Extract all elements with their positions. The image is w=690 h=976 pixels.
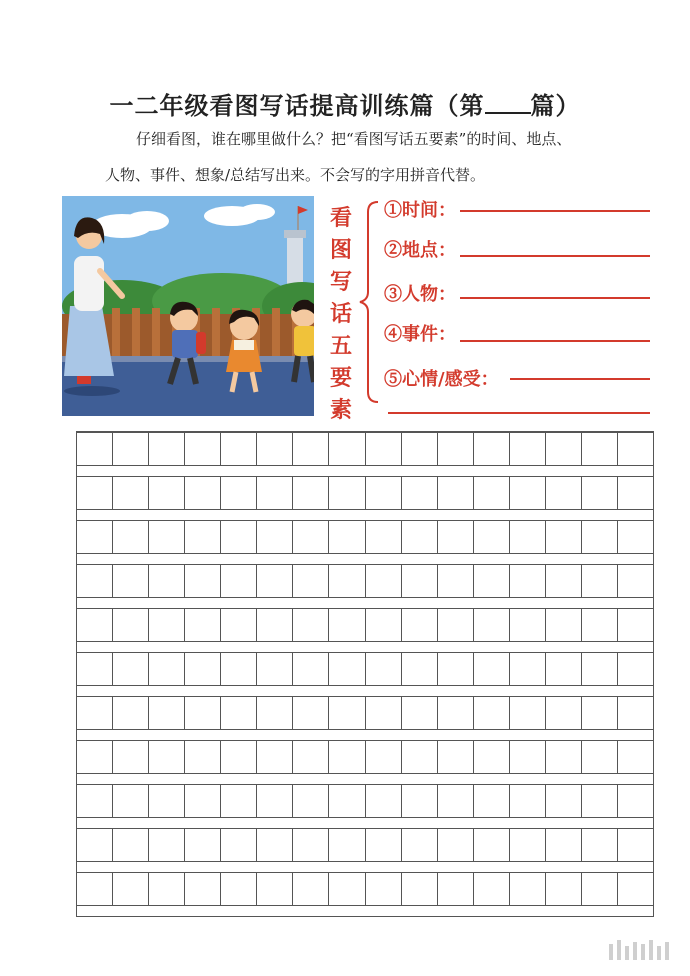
grid-cell[interactable] bbox=[149, 565, 185, 597]
grid-cell[interactable] bbox=[510, 653, 546, 685]
element-time-line[interactable] bbox=[460, 210, 650, 212]
grid-cell[interactable] bbox=[510, 829, 546, 861]
grid-cell[interactable] bbox=[185, 565, 221, 597]
grid-cell[interactable] bbox=[329, 521, 365, 553]
grid-cell[interactable] bbox=[510, 433, 546, 465]
grid-cell[interactable] bbox=[293, 433, 329, 465]
title-char: 要 bbox=[329, 365, 352, 391]
grid-row bbox=[77, 476, 653, 510]
element-place-label: ②地点： bbox=[384, 240, 456, 261]
element-place-line[interactable] bbox=[460, 255, 650, 257]
grid-cell[interactable] bbox=[366, 741, 402, 773]
page-title: 一二年级看图写话提高训练篇（第 篇） bbox=[109, 92, 581, 120]
grid-cell[interactable] bbox=[618, 697, 653, 729]
grid-cell[interactable] bbox=[366, 829, 402, 861]
grid-cell[interactable] bbox=[582, 521, 618, 553]
grid-cell[interactable] bbox=[582, 565, 618, 597]
grid-cell[interactable] bbox=[113, 521, 149, 553]
grid-cell[interactable] bbox=[293, 477, 329, 509]
grid-cell[interactable] bbox=[438, 741, 474, 773]
grid-cell[interactable] bbox=[546, 565, 582, 597]
grid-cell[interactable] bbox=[329, 741, 365, 773]
grid-cell[interactable] bbox=[510, 565, 546, 597]
grid-cell[interactable] bbox=[438, 477, 474, 509]
element-people-line[interactable] bbox=[460, 297, 650, 299]
grid-cell[interactable] bbox=[185, 697, 221, 729]
grid-cell[interactable] bbox=[582, 433, 618, 465]
grid-cell[interactable] bbox=[185, 477, 221, 509]
element-feeling-label: ⑤心情/感受： bbox=[384, 369, 499, 390]
grid-cell[interactable] bbox=[185, 521, 221, 553]
grid-cell[interactable] bbox=[221, 433, 257, 465]
grid-cell[interactable] bbox=[329, 873, 365, 905]
grid-cell[interactable] bbox=[257, 741, 293, 773]
grid-cell[interactable] bbox=[474, 477, 510, 509]
grid-cell[interactable] bbox=[582, 477, 618, 509]
grid-cell[interactable] bbox=[149, 741, 185, 773]
grid-cell[interactable] bbox=[221, 785, 257, 817]
grid-cell[interactable] bbox=[221, 477, 257, 509]
grid-cell[interactable] bbox=[329, 653, 365, 685]
grid-cell[interactable] bbox=[474, 653, 510, 685]
grid-cell[interactable] bbox=[402, 873, 438, 905]
grid-cell[interactable] bbox=[113, 785, 149, 817]
grid-cell[interactable] bbox=[149, 697, 185, 729]
grid-cell[interactable] bbox=[618, 477, 653, 509]
grid-cell[interactable] bbox=[329, 785, 365, 817]
grid-cell[interactable] bbox=[113, 565, 149, 597]
grid-cell[interactable] bbox=[77, 521, 113, 553]
grid-cell[interactable] bbox=[329, 477, 365, 509]
title-char: 看 bbox=[329, 205, 352, 231]
grid-cell[interactable] bbox=[113, 741, 149, 773]
grid-cell[interactable] bbox=[510, 741, 546, 773]
element-people-label: ③人物： bbox=[384, 284, 456, 305]
grid-cell[interactable] bbox=[402, 433, 438, 465]
grid-row bbox=[77, 432, 653, 466]
title-char: 五 bbox=[329, 333, 352, 359]
grid-cell[interactable] bbox=[77, 829, 113, 861]
grid-cell[interactable] bbox=[149, 609, 185, 641]
grid-cell[interactable] bbox=[366, 477, 402, 509]
grid-cell[interactable] bbox=[221, 873, 257, 905]
grid-cell[interactable] bbox=[185, 829, 221, 861]
grid-row bbox=[77, 652, 653, 686]
element-time-label: ①时间： bbox=[384, 200, 456, 221]
grid-cell[interactable] bbox=[510, 697, 546, 729]
grid-cell[interactable] bbox=[618, 785, 653, 817]
grid-cell[interactable] bbox=[402, 829, 438, 861]
grid-cell[interactable] bbox=[293, 829, 329, 861]
grid-cell[interactable] bbox=[185, 653, 221, 685]
grid-row bbox=[77, 828, 653, 862]
grid-cell[interactable] bbox=[438, 697, 474, 729]
grid-cell[interactable] bbox=[366, 433, 402, 465]
grid-cell[interactable] bbox=[113, 433, 149, 465]
grid-cell[interactable] bbox=[149, 477, 185, 509]
element-feeling-line-2[interactable] bbox=[388, 412, 650, 414]
grid-cell[interactable] bbox=[113, 477, 149, 509]
grid-cell[interactable] bbox=[366, 609, 402, 641]
grid-cell[interactable] bbox=[293, 873, 329, 905]
grid-cell[interactable] bbox=[546, 653, 582, 685]
title-char: 写 bbox=[329, 269, 352, 295]
grid-cell[interactable] bbox=[257, 477, 293, 509]
grid-cell[interactable] bbox=[257, 521, 293, 553]
grid-cell[interactable] bbox=[618, 433, 653, 465]
grid-cell[interactable] bbox=[438, 609, 474, 641]
grid-cell[interactable] bbox=[438, 873, 474, 905]
grid-cell[interactable] bbox=[293, 565, 329, 597]
grid-cell[interactable] bbox=[257, 697, 293, 729]
grid-cell[interactable] bbox=[221, 653, 257, 685]
grid-cell[interactable] bbox=[293, 785, 329, 817]
title-char: 话 bbox=[329, 301, 352, 327]
grid-cell[interactable] bbox=[546, 433, 582, 465]
grid-cell[interactable] bbox=[582, 873, 618, 905]
grid-cell[interactable] bbox=[113, 697, 149, 729]
instruction-line-2: 人物、事件、想象/总结写出来。不会写的字用拼音代替。 bbox=[105, 166, 486, 184]
grid-cell[interactable] bbox=[77, 873, 113, 905]
grid-cell[interactable] bbox=[546, 697, 582, 729]
grid-cell[interactable] bbox=[113, 829, 149, 861]
grid-cell[interactable] bbox=[221, 609, 257, 641]
grid-cell[interactable] bbox=[582, 829, 618, 861]
grid-cell[interactable] bbox=[149, 653, 185, 685]
grid-cell[interactable] bbox=[546, 785, 582, 817]
grid-cell[interactable] bbox=[510, 785, 546, 817]
grid-cell[interactable] bbox=[293, 697, 329, 729]
grid-cell[interactable] bbox=[366, 653, 402, 685]
grid-cell[interactable] bbox=[582, 609, 618, 641]
grid-cell[interactable] bbox=[402, 477, 438, 509]
grid-cell[interactable] bbox=[113, 873, 149, 905]
grid-cell[interactable] bbox=[546, 477, 582, 509]
grid-cell[interactable] bbox=[582, 785, 618, 817]
grid-cell[interactable] bbox=[77, 477, 113, 509]
grid-cell[interactable] bbox=[438, 785, 474, 817]
grid-cell[interactable] bbox=[474, 433, 510, 465]
grid-cell[interactable] bbox=[221, 741, 257, 773]
writing-grid bbox=[76, 431, 654, 917]
grid-cell[interactable] bbox=[474, 741, 510, 773]
grid-cell[interactable] bbox=[329, 697, 365, 729]
grid-cell[interactable] bbox=[510, 873, 546, 905]
grid-cell[interactable] bbox=[618, 873, 653, 905]
grid-cell[interactable] bbox=[366, 521, 402, 553]
grid-cell[interactable] bbox=[257, 653, 293, 685]
article-number-blank[interactable] bbox=[485, 94, 531, 114]
grid-cell[interactable] bbox=[257, 433, 293, 465]
grid-cell[interactable] bbox=[257, 873, 293, 905]
grid-cell[interactable] bbox=[402, 521, 438, 553]
grid-cell[interactable] bbox=[185, 873, 221, 905]
grid-cell[interactable] bbox=[546, 521, 582, 553]
grid-cell[interactable] bbox=[510, 477, 546, 509]
grid-cell[interactable] bbox=[546, 609, 582, 641]
grid-cell[interactable] bbox=[582, 697, 618, 729]
grid-cell[interactable] bbox=[77, 433, 113, 465]
grid-cell[interactable] bbox=[77, 697, 113, 729]
grid-cell[interactable] bbox=[77, 785, 113, 817]
grid-cell[interactable] bbox=[582, 741, 618, 773]
grid-row bbox=[77, 872, 653, 906]
grid-cell[interactable] bbox=[293, 741, 329, 773]
grid-cell[interactable] bbox=[293, 521, 329, 553]
title-char: 素 bbox=[329, 397, 352, 423]
grid-cell[interactable] bbox=[257, 565, 293, 597]
grid-cell[interactable] bbox=[402, 653, 438, 685]
grid-cell[interactable] bbox=[149, 433, 185, 465]
grid-cell[interactable] bbox=[221, 521, 257, 553]
grid-cell[interactable] bbox=[257, 785, 293, 817]
grid-cell[interactable] bbox=[293, 653, 329, 685]
grid-cell[interactable] bbox=[618, 741, 653, 773]
grid-cell[interactable] bbox=[438, 829, 474, 861]
grid-cell[interactable] bbox=[185, 609, 221, 641]
grid-cell[interactable] bbox=[618, 829, 653, 861]
grid-cell[interactable] bbox=[402, 697, 438, 729]
grid-cell[interactable] bbox=[402, 741, 438, 773]
grid-cell[interactable] bbox=[257, 829, 293, 861]
grid-cell[interactable] bbox=[221, 829, 257, 861]
grid-cell[interactable] bbox=[474, 697, 510, 729]
grid-cell[interactable] bbox=[474, 565, 510, 597]
grid-cell[interactable] bbox=[293, 609, 329, 641]
scene-illustration bbox=[62, 196, 314, 416]
grid-cell[interactable] bbox=[546, 741, 582, 773]
grid-cell[interactable] bbox=[510, 609, 546, 641]
grid-cell[interactable] bbox=[618, 653, 653, 685]
grid-row bbox=[77, 564, 653, 598]
grid-row bbox=[77, 696, 653, 730]
grid-row bbox=[77, 740, 653, 774]
instruction-line-1: 仔细看图，谁在哪里做什么？把“看图写话五要素”的时间、地点、 bbox=[136, 130, 572, 148]
grid-cell[interactable] bbox=[582, 653, 618, 685]
grid-cell[interactable] bbox=[546, 829, 582, 861]
grid-cell[interactable] bbox=[329, 609, 365, 641]
grid-cell[interactable] bbox=[329, 829, 365, 861]
grid-row bbox=[77, 520, 653, 554]
grid-cell[interactable] bbox=[221, 565, 257, 597]
grid-cell[interactable] bbox=[366, 565, 402, 597]
grid-cell[interactable] bbox=[77, 609, 113, 641]
grid-cell[interactable] bbox=[221, 697, 257, 729]
five-elements-title bbox=[324, 202, 358, 426]
grid-cell[interactable] bbox=[438, 521, 474, 553]
grid-cell[interactable] bbox=[546, 873, 582, 905]
grid-cell[interactable] bbox=[474, 521, 510, 553]
grid-cell[interactable] bbox=[618, 521, 653, 553]
grid-cell[interactable] bbox=[618, 609, 653, 641]
grid-cell[interactable] bbox=[366, 785, 402, 817]
grid-cell[interactable] bbox=[366, 697, 402, 729]
grid-cell[interactable] bbox=[366, 873, 402, 905]
grid-cell[interactable] bbox=[77, 565, 113, 597]
title-char: 图 bbox=[329, 237, 352, 263]
grid-cell[interactable] bbox=[185, 785, 221, 817]
grid-cell[interactable] bbox=[149, 873, 185, 905]
element-event-label: ④事件： bbox=[384, 324, 456, 345]
grid-cell[interactable] bbox=[113, 609, 149, 641]
grid-cell[interactable] bbox=[185, 433, 221, 465]
element-event-line[interactable] bbox=[460, 340, 650, 342]
grid-cell[interactable] bbox=[474, 873, 510, 905]
grid-cell[interactable] bbox=[149, 829, 185, 861]
element-feeling-line[interactable] bbox=[510, 378, 650, 380]
grid-cell[interactable] bbox=[618, 565, 653, 597]
grid-cell[interactable] bbox=[329, 565, 365, 597]
grid-cell[interactable] bbox=[329, 433, 365, 465]
watermark-icon bbox=[607, 938, 677, 962]
grid-cell[interactable] bbox=[257, 609, 293, 641]
curly-brace-icon bbox=[358, 200, 384, 404]
grid-cell[interactable] bbox=[474, 829, 510, 861]
grid-cell[interactable] bbox=[77, 741, 113, 773]
grid-cell[interactable] bbox=[77, 653, 113, 685]
grid-cell[interactable] bbox=[113, 653, 149, 685]
grid-row bbox=[77, 608, 653, 642]
grid-cell[interactable] bbox=[402, 565, 438, 597]
grid-cell[interactable] bbox=[438, 433, 474, 465]
grid-cell[interactable] bbox=[474, 609, 510, 641]
grid-cell[interactable] bbox=[510, 521, 546, 553]
grid-cell[interactable] bbox=[402, 609, 438, 641]
grid-cell[interactable] bbox=[438, 653, 474, 685]
grid-cell[interactable] bbox=[149, 521, 185, 553]
grid-cell[interactable] bbox=[474, 785, 510, 817]
grid-cell[interactable] bbox=[402, 785, 438, 817]
grid-cell[interactable] bbox=[438, 565, 474, 597]
grid-cell[interactable] bbox=[149, 785, 185, 817]
grid-row bbox=[77, 784, 653, 818]
grid-cell[interactable] bbox=[185, 741, 221, 773]
